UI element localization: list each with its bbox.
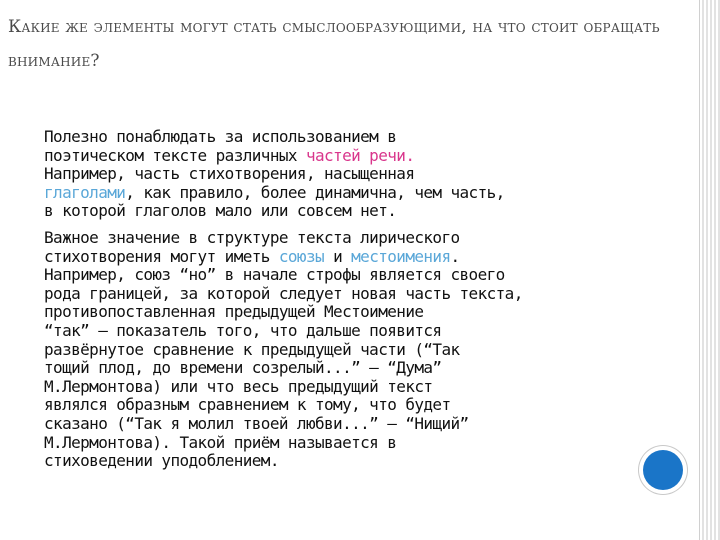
- slide-body: [44, 128, 644, 479]
- highlight-parts-of-speech: частей речи.: [305, 145, 415, 165]
- paragraph-text: и: [324, 246, 352, 266]
- highlight-verbs: глаголами: [44, 182, 126, 202]
- paragraph-parts-of-speech: [44, 128, 644, 221]
- paragraph-text: Например, часть стихотворения, насыщенная: [44, 164, 415, 184]
- slide-title: Какие же элементы могут стать смыслообразующими, на что стоит обращать внимание?: [8, 17, 660, 71]
- paragraph-text: Важное значение в структуре текста лирического стихотворения могут иметь: [44, 227, 460, 266]
- highlight-conjunctions: союзы: [278, 246, 325, 266]
- paragraph-text: , как правило, более динамична, чем часть, в которой глаголов мало или совсем нет.: [44, 182, 505, 221]
- paragraph-conjunctions-pronouns: [44, 229, 644, 471]
- paragraph-text: . Например, союз “но” в начале строфы является своего рода границей, за которой следует новая часть текста, противопоставленная предыдущей Местоимение “так” — показатель того, что дальше появится развёрнутое сравнение к предыдущей части (“Так тощий плод, до времени созрелый...” — “Дума” М.Лермонтова) или что весь предыдущий текст являлся образным сравнением к тому, что будет сказано (“Так я молил твоей любви...” — “Нищий” М.Лермонтова). Такой приём называется в стиховедении уподоблением.: [44, 246, 523, 471]
- highlight-pronouns: местоимения: [351, 246, 451, 266]
- decorative-circle: [643, 450, 683, 490]
- paragraph-text: Полезно понаблюдать за использованием в поэтическом тексте различных: [44, 127, 397, 165]
- slide-border-decoration: [699, 0, 720, 540]
